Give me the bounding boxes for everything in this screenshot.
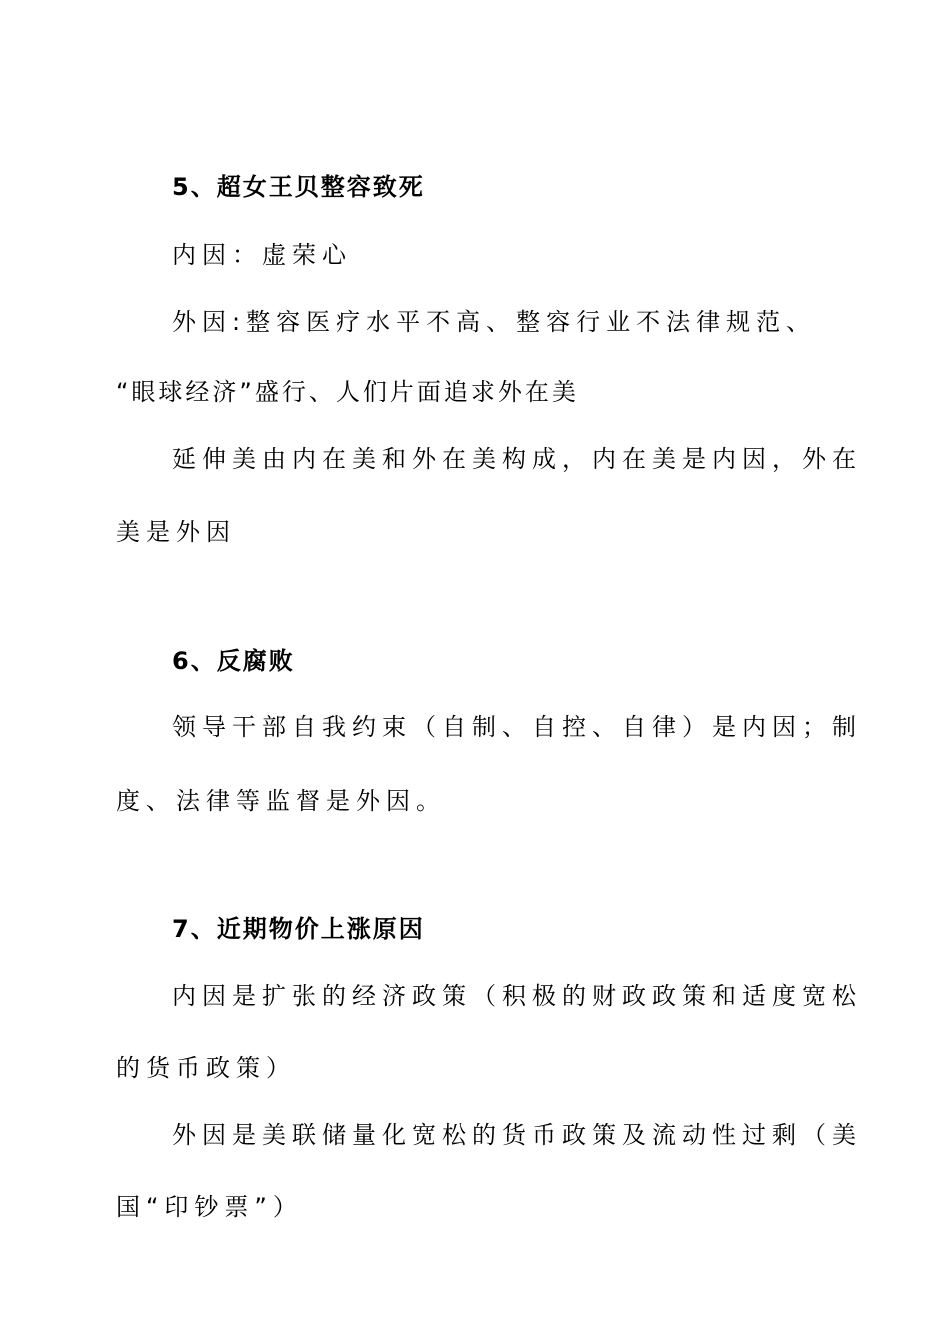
- section-7-line-2: 的货币政策）: [116, 1054, 296, 1082]
- section-5-heading: 5、超女王贝整容致死: [172, 173, 425, 201]
- section-6-heading: 6、反腐败: [172, 647, 295, 675]
- section-6-line-2: 度、法律等监督是外因。: [116, 787, 446, 815]
- section-5-line-5: 美是外因: [116, 518, 236, 546]
- section-5-line-2: 外因:整容医疗水平不高、整容行业不法律规范、: [172, 308, 817, 336]
- section-7-line-1: 内因是扩张的经济政策（积极的财政政策和适度宽松: [172, 982, 862, 1010]
- section-7-line-3: 外因是美联储量化宽松的货币政策及流动性过剩（美: [172, 1121, 862, 1149]
- section-7-heading: 7、近期物价上涨原因: [172, 915, 425, 943]
- section-5-line-1: 内因：虚荣心: [172, 241, 352, 269]
- section-6-line-1: 领导干部自我约束（自制、自控、自律）是内因；制: [172, 713, 862, 741]
- section-5-line-3: “眼球经济”盛行、人们片面追求外在美: [116, 378, 579, 406]
- section-7-line-4: 国“印钞票”）: [116, 1193, 303, 1221]
- section-5-line-4: 延伸美由内在美和外在美构成，内在美是内因，外在: [172, 445, 862, 473]
